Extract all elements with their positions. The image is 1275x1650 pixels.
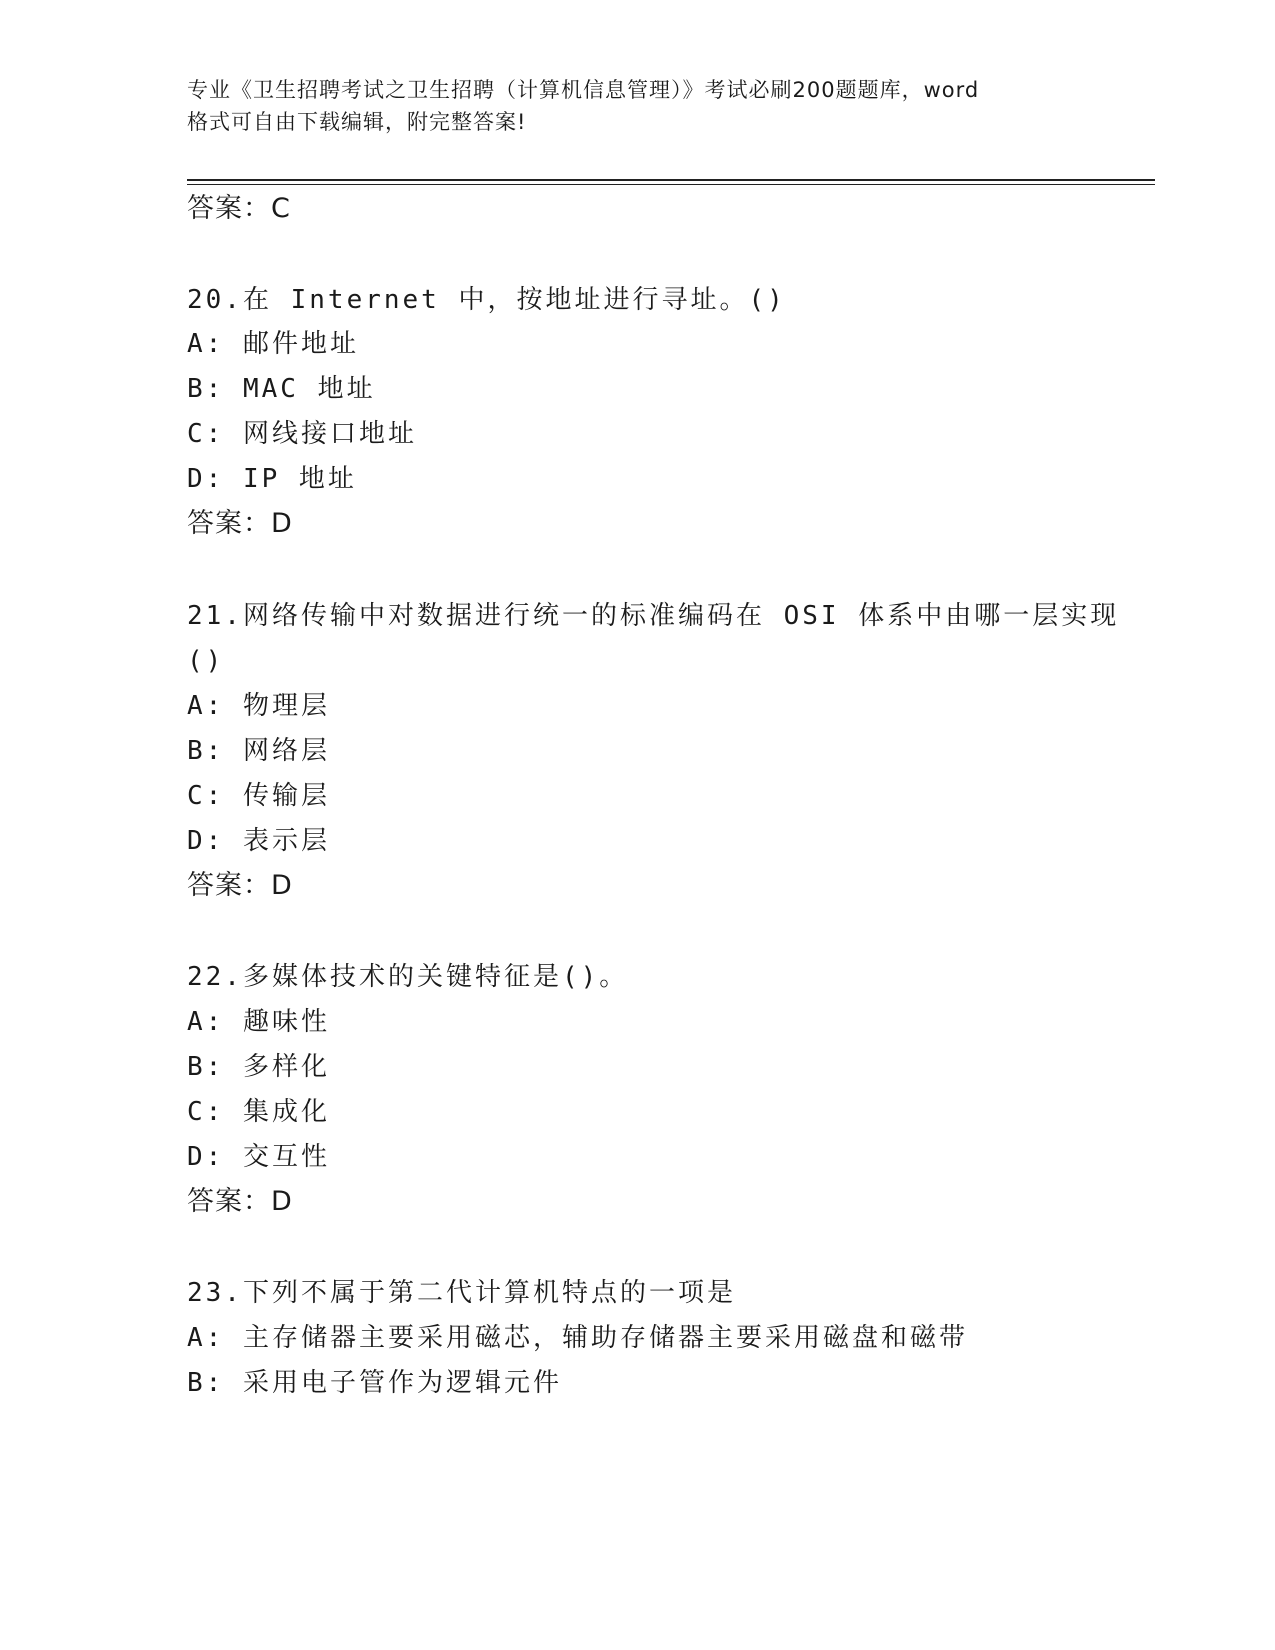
option-c: C: 集成化 [187,1097,330,1127]
question-stem: 20.在 Internet 中，按地址进行寻址。() [187,285,786,315]
answer-line: 答案：C [187,193,291,224]
option-d: D: 交互性 [187,1142,330,1172]
question-stem: 21.网络传输中对数据进行统一的标准编码在 OSI 体系中由哪一层实现 [187,601,1120,631]
option-c: C: 网线接口地址 [187,419,417,449]
question-stem: 23.下列不属于第二代计算机特点的一项是 [187,1278,736,1308]
option-a: A: 主存储器主要采用磁芯，辅助存储器主要采用磁盘和磁带 [187,1323,968,1353]
question-stem: 22.多媒体技术的关键特征是()。 [187,962,629,992]
header-divider-thick [187,179,1155,181]
option-c: C: 传输层 [187,781,330,811]
document-header [187,74,1087,138]
answer-line: 答案：D [187,1186,293,1217]
option-a: A: 趣味性 [187,1007,330,1037]
option-a: A: 邮件地址 [187,329,359,359]
option-b: B: MAC 地址 [187,374,376,404]
option-a: A: 物理层 [187,691,330,721]
header-line-2: 格式可自由下载编辑，附完整答案! [187,110,527,134]
question-stem-continued: () [187,646,225,676]
answer-line: 答案：D [187,870,293,901]
option-d: D: 表示层 [187,826,330,856]
option-b: B: 网络层 [187,736,330,766]
header-divider-thin [187,184,1155,185]
header-line-1: 专业《卫生招聘考试之卫生招聘（计算机信息管理）》考试必刷200题题库，word [187,78,980,102]
option-d: D: IP 地址 [187,464,357,494]
option-b: B: 采用电子管作为逻辑元件 [187,1368,562,1398]
answer-line: 答案：D [187,508,293,539]
option-b: B: 多样化 [187,1052,330,1082]
